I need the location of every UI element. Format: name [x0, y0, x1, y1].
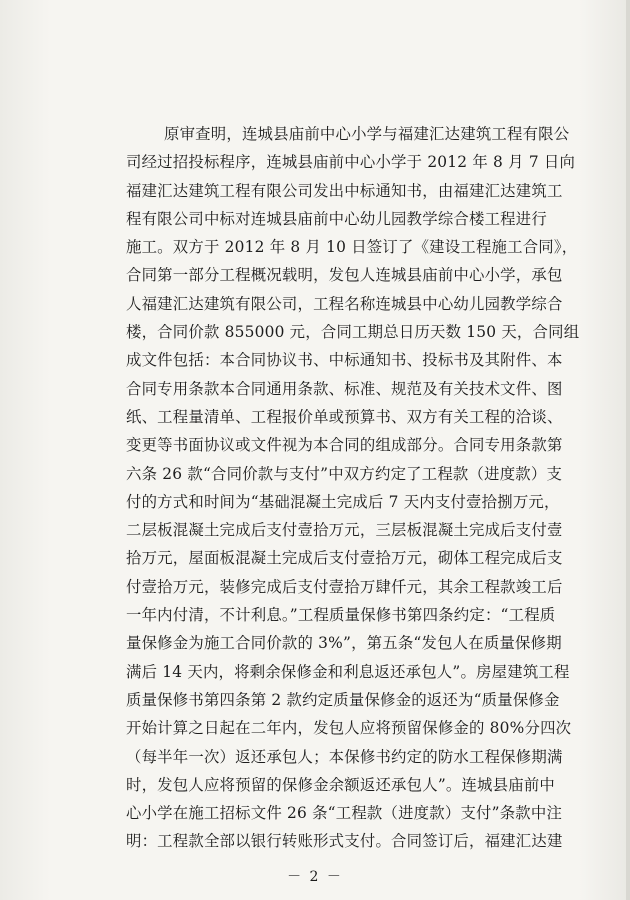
body-text — [126, 120, 626, 856]
text-line: 付壹拾万元，装修完成后支付壹拾万肆仟元，其余工程款竣工后 — [126, 577, 563, 596]
text-line: 付的方式和时间为“基础混凝土完成后 7 天内支付壹拾捌万元， — [126, 492, 560, 511]
text-line: 福建汇达建筑工程有限公司发出中标通知书，由福建汇达建筑工 — [126, 181, 563, 200]
text-line: 六条 26 款“合同价款与支付”中双方约定了工程款（进度款）支 — [126, 464, 563, 483]
text-line: 司经过招投标程序，连城县庙前中心小学于 2012 年 8 月 7 日向 — [126, 153, 576, 172]
text-line: 人福建汇达建筑有限公司，工程名称连城县中心幼儿园教学综合 — [126, 294, 563, 313]
text-line: （每半年一次）返还承包人；本保修书约定的防水工程保修期满 — [126, 747, 563, 766]
text-line: 合同第一部分工程概况载明，发包人连城县庙前中心小学，承包 — [126, 266, 563, 285]
text-line: 明：工程款全部以银行转账形式支付。合同签订后，福建汇达建 — [126, 832, 563, 851]
text-line: 心小学在施工招标文件 26 条“工程款（进度款）支付”条款中注 — [126, 804, 563, 823]
text-line: 原审查明，连城县庙前中心小学与福建汇达建筑工程有限公 — [164, 125, 570, 143]
text-line: 一年内付清，不计利息。”工程质量保修书第四条约定：“工程质 — [126, 606, 556, 625]
text-line: 楼，合同价款 855000 元，合同工期总日历天数 150 天，合同组 — [126, 323, 580, 342]
text-line: 开始计算之日起在二年内，发包人应将预留保修金的 80%分四次 — [126, 719, 572, 738]
text-line: 变更等书面协议或文件视为本合同的组成部分。合同专用条款第 — [126, 436, 563, 455]
text-line: 合同专用条款本合同通用条款、标准、规范及有关技术文件、图 — [126, 379, 563, 398]
text-line: 成文件包括：本合同协议书、中标通知书、投标书及其附件、本 — [126, 351, 563, 370]
text-line: 程有限公司中标对连城县庙前中心幼儿园教学综合楼工程进行 — [126, 209, 547, 228]
scan-edge — [626, 0, 630, 900]
text-line: 施工。双方于 2012 年 8 月 10 日签订了《建设工程施工合同》， — [126, 238, 578, 257]
page-number: － 2 － — [287, 869, 343, 885]
text-line: 拾万元，屋面板混凝土完成后支付壹拾万元，砌体工程完成后支 — [126, 549, 563, 568]
text-line: 时，发包人应将预留的保修金余额返还承包人”。连城县庙前中 — [126, 775, 556, 794]
text-line: 质量保修书第四条第 2 款约定质量保修金的返还为“质量保修金 — [126, 690, 560, 709]
text-line: 纸、工程量清单、工程报价单或预算书、双方有关工程的洽谈、 — [126, 407, 563, 426]
text-line: 二层板混凝土完成后支付壹拾万元，三层板混凝土完成后支付壹 — [126, 521, 563, 540]
text-line: 满后 14 天内，将剩余保修金和利息返还承包人”。房屋建筑工程 — [126, 662, 570, 681]
text-line: 量保修金为施工合同价款的 3%”，第五条“发包人在质量保修期 — [126, 634, 562, 653]
